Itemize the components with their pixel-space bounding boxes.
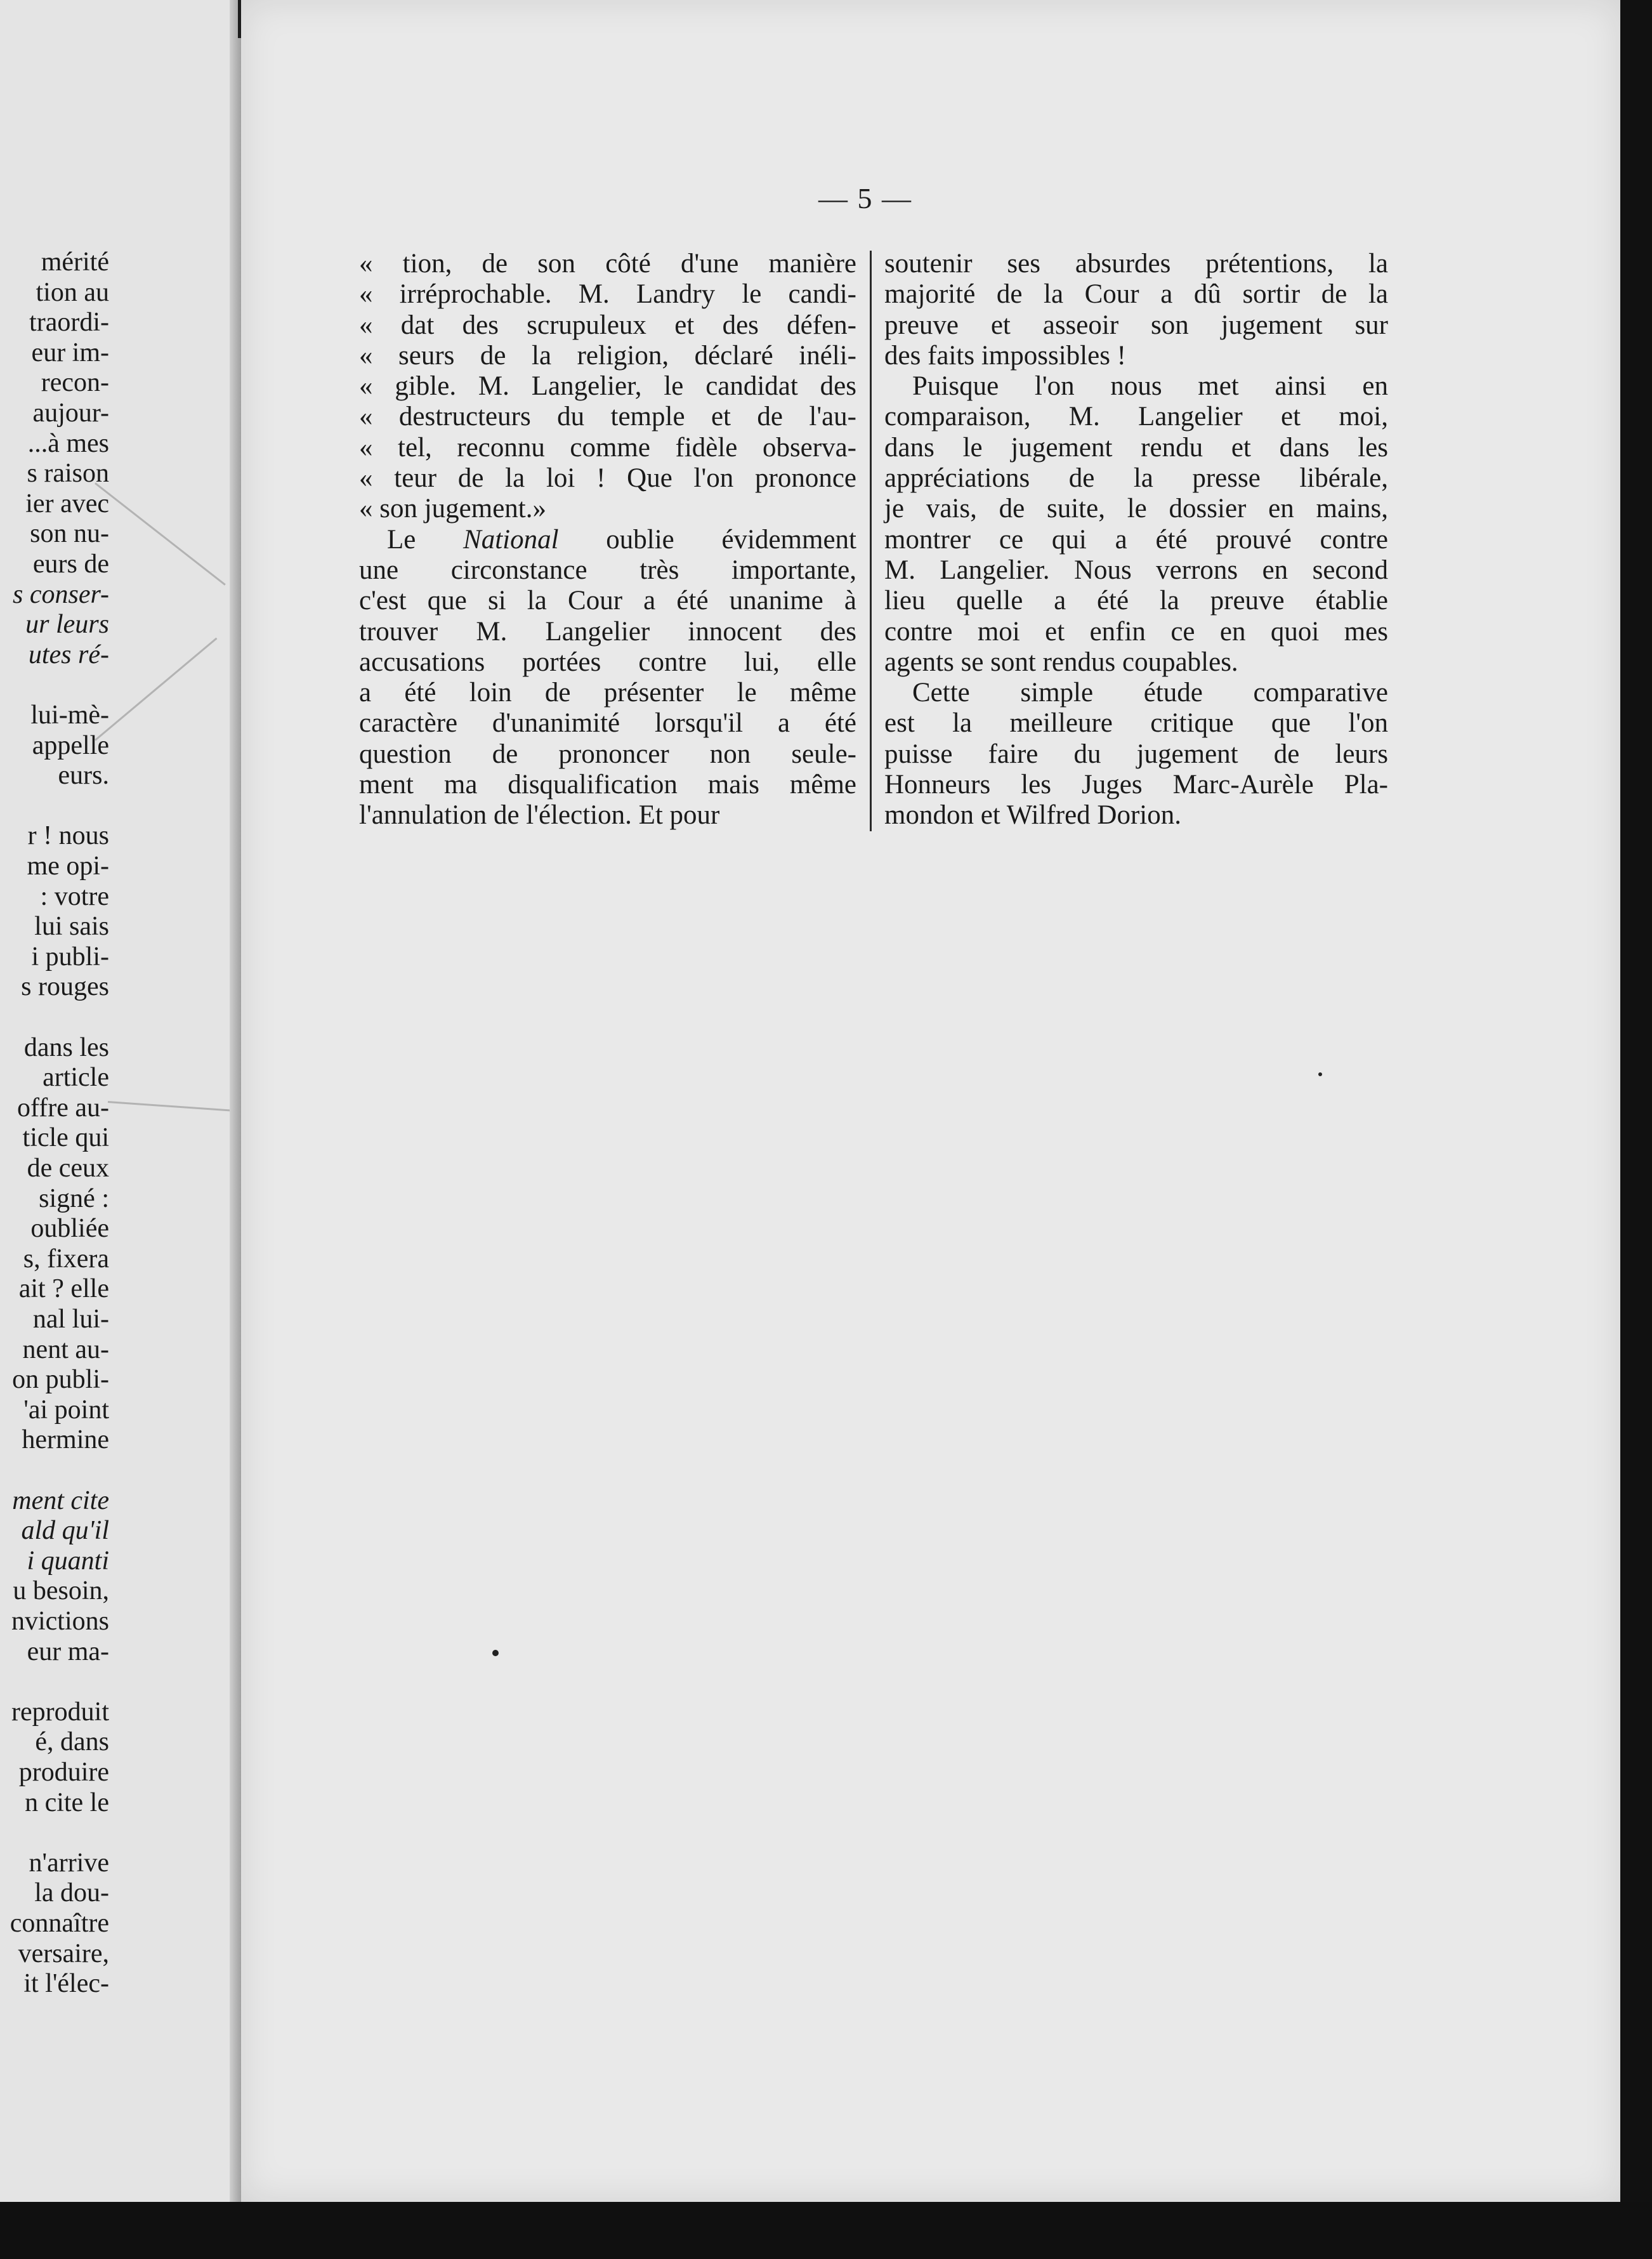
text-line: question de prononcer non seule-: [359, 739, 856, 769]
facing-page-line: n'arrive: [29, 1848, 109, 1878]
facing-page-line: n cite le: [25, 1788, 109, 1817]
text-line: puisse faire du jugement de leurs: [884, 739, 1388, 769]
text-line: a été loin de présenter le même: [359, 678, 856, 708]
text-line: « seurs de la religion, déclaré inéli-: [359, 340, 856, 371]
facing-page-line: ...à mes: [27, 428, 109, 458]
facing-page-line: ald qu'il: [21, 1516, 109, 1546]
facing-page-line: oubliée: [30, 1214, 109, 1244]
text-line: Puisque l'on nous met ainsi en: [912, 371, 1388, 402]
facing-page-line: dans les: [23, 1032, 109, 1062]
facing-page-line: eur im-: [31, 338, 109, 367]
text-line: « dat des scrupuleux et des défen-: [359, 310, 856, 340]
facing-page-line: ur leurs: [25, 610, 109, 640]
facing-page-line: : votre: [40, 881, 109, 911]
text-line: « tion, de son côté d'une manière: [359, 249, 856, 279]
facing-page-line: produire: [18, 1758, 109, 1787]
facing-page-line: son nu-: [30, 519, 109, 549]
facing-page-line: nvictions: [11, 1607, 109, 1636]
text-line: des faits impossibles !: [884, 340, 1126, 371]
text-line: « gible. M. Langelier, le candidat des: [359, 371, 856, 402]
facing-page-line: offre au-: [17, 1093, 109, 1123]
scan-border-right: [1620, 0, 1652, 2259]
facing-page-fragment: [0, 0, 246, 2202]
scan-border-bottom: [0, 2202, 1652, 2259]
facing-page-line: it l'élec-: [23, 1969, 109, 1999]
page-fold-crease: [108, 1101, 241, 1112]
text-line: « destructeurs du temple et de l'au-: [359, 402, 856, 432]
text-line: dans le jugement rendu et dans les: [884, 432, 1388, 463]
facing-page-line: connaître: [10, 1909, 109, 1938]
text-line: soutenir ses absurdes prétentions, la: [884, 249, 1388, 279]
facing-page-line: s, fixera: [23, 1244, 109, 1274]
facing-page-line: signé :: [39, 1183, 109, 1213]
column-divider: [870, 251, 872, 831]
facing-page-line: eur ma-: [27, 1637, 109, 1666]
text-line: comparaison, M. Langelier et moi,: [884, 402, 1388, 432]
facing-page-line: article: [43, 1063, 109, 1093]
text-line: Honneurs les Juges Marc-Aurèle Pla-: [884, 770, 1388, 800]
facing-page-line: me opi-: [27, 852, 109, 881]
facing-page-line: on publi-: [12, 1365, 109, 1395]
facing-page-line: ier avec: [25, 489, 109, 518]
facing-page-line: appelle: [32, 730, 109, 760]
facing-page-line: nent au-: [22, 1334, 109, 1364]
text-line: « son jugement.»: [359, 494, 546, 524]
text-line: je vais, de suite, le dossier en mains,: [884, 494, 1388, 524]
facing-page-line: lui-mè-: [30, 701, 109, 730]
text-line: agents se sont rendus coupables.: [884, 647, 1238, 677]
facing-page-line: eurs de: [32, 550, 109, 579]
text-line: M. Langelier. Nous verrons en second: [884, 555, 1388, 585]
text-line: ment ma disqualification mais même: [359, 770, 856, 800]
facing-page-line: reproduit: [11, 1697, 109, 1727]
text-line: preuve et asseoir son jugement sur: [884, 310, 1388, 340]
facing-page-line: aujour-: [32, 398, 109, 428]
text-line: « irréprochable. M. Landry le candi-: [359, 279, 856, 310]
facing-page-line: de ceux: [27, 1154, 109, 1183]
facing-page-line: ait ? elle: [18, 1274, 109, 1304]
facing-page-line: s raison: [27, 459, 109, 489]
facing-page-line: ment cite: [12, 1485, 109, 1515]
facing-page-line: recon-: [41, 368, 109, 398]
page-fold-crease: [95, 482, 226, 585]
facing-page-line: utes ré-: [28, 640, 109, 669]
text-line: majorité de la Cour a dû sortir de la: [884, 279, 1388, 310]
text-line: « teur de la loi ! Que l'on prononce: [359, 463, 856, 494]
facing-page-line: s rouges: [21, 972, 109, 1002]
page-number: — 5 —: [818, 182, 912, 214]
ink-speck: [1318, 1072, 1322, 1076]
facing-page-line: la dou-: [34, 1878, 109, 1908]
text-line: est la meilleure critique que l'on: [884, 708, 1388, 739]
text-line: c'est que si la Cour a été unanime à: [359, 586, 856, 616]
facing-page-line: mérité: [41, 247, 109, 277]
facing-page-line: i quanti: [27, 1546, 109, 1576]
facing-page-line: i publi-: [31, 942, 109, 971]
text-line: lieu quelle a été la preuve établie: [884, 586, 1388, 616]
text-line: Cette simple étude comparative: [912, 678, 1388, 708]
ink-speck: [492, 1650, 499, 1656]
facing-page-line: lui sais: [34, 912, 109, 942]
text-column-right: [884, 249, 1388, 831]
text-line: mondon et Wilfred Dorion.: [884, 800, 1182, 831]
facing-page-line: tion au: [36, 277, 109, 307]
text-line: appréciations de la presse libérale,: [884, 463, 1388, 494]
text-line: trouver M. Langelier innocent des: [359, 616, 856, 647]
text-line: Le National oublie évidemment: [387, 524, 856, 555]
facing-page-line: nal lui-: [32, 1305, 109, 1334]
facing-page-line: u besoin,: [13, 1576, 109, 1606]
facing-page-line: ticle qui: [22, 1123, 109, 1153]
text-column-left: [359, 249, 856, 831]
facing-page-line: hermine: [22, 1425, 109, 1455]
facing-page-line: é, dans: [35, 1727, 109, 1757]
italic-word: National: [463, 524, 559, 555]
facing-page-line: s conser-: [13, 579, 109, 609]
facing-page-line: r ! nous: [27, 821, 109, 851]
text-line: une circonstance très importante,: [359, 555, 856, 585]
facing-page-line: eurs.: [58, 761, 109, 791]
facing-page-line: versaire,: [18, 1939, 109, 1968]
page-fold-crease: [95, 638, 217, 741]
text-line: montrer ce qui a été prouvé contre: [884, 524, 1388, 555]
text-line: caractère d'unanimité lorsqu'il a été: [359, 708, 856, 739]
text-line: contre moi et enfin ce en quoi mes: [884, 616, 1388, 647]
facing-page-line: traordi-: [29, 308, 109, 338]
text-line: l'annulation de l'élection. Et pour: [359, 800, 720, 831]
text-line: « tel, reconnu comme fidèle observa-: [359, 432, 856, 463]
text-line: accusations portées contre lui, elle: [359, 647, 856, 677]
facing-page-line: 'ai point: [23, 1395, 109, 1425]
